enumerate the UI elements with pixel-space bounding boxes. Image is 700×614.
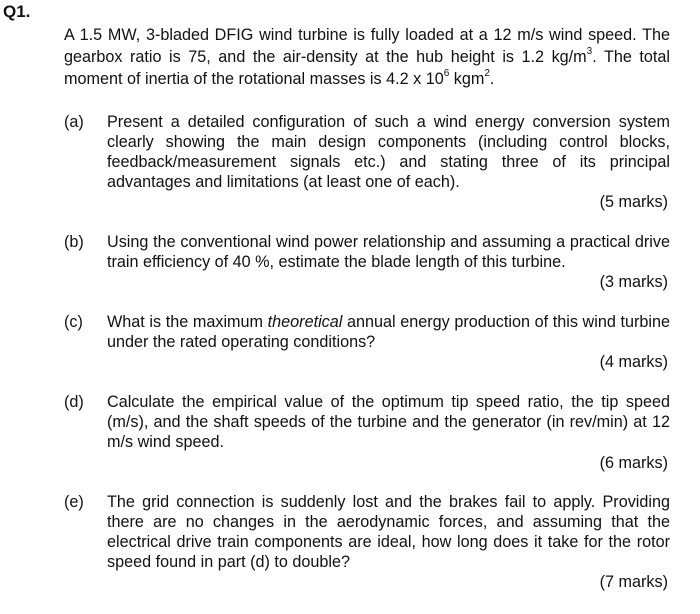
question-number: Q1. [3,2,31,21]
part-a [64,112,670,192]
part-text: Using the conventional wind power relationship and assuming a practical drive train efficiency of 40 %, estimate the blade length of this turbine. [107,233,670,271]
part-b [64,232,670,272]
part-text: Calculate the empirical value of the optimum tip speed ratio, the tip speed (m/s), and the shaft speeds of the turbine and the generator (in rev/min) at 12 m/s wind speed. [107,393,670,451]
exponent: 2 [484,67,490,79]
part-c [64,312,670,352]
italic-word: theoretical [267,313,343,331]
part-c-marks: (4 marks) [599,353,668,371]
part-e-marks: (7 marks) [599,573,668,591]
part-a-marks: (5 marks) [599,193,668,211]
part-text: What is the maximum theoretical annual energy production of this wind turbine under the rated operating conditions? [107,313,670,351]
part-label: (d) [64,393,84,411]
part-d [64,392,670,452]
exponent: 3 [586,45,593,57]
part-text: Present a detailed configuration of such a wind energy conversion system clearly showing the main design components (including control blocks, feedback/measurement signals etc.) and stating three of its principal advantages and limitations (at least one of each). [107,113,670,191]
part-d-marks: (6 marks) [599,454,668,472]
part-b-marks: (3 marks) [599,273,668,291]
exponent: 6 [443,67,450,79]
part-label: (b) [64,233,84,251]
part-label: (a) [64,113,84,131]
part-e [64,492,670,572]
question-intro: A 1.5 MW, 3-bladed DFIG wind turbine is fully loaded at a 12 m/s wind speed. The gearbox ratio is 75, and the air-density at the hub height is 1.2 $kg/m^3$. The total moment of inertia of the rotational masses is 4.2 x $10^6$ kgm$^2$. [64,26,670,88]
part-label: (c) [64,313,83,331]
part-text: The grid connection is suddenly lost and the brakes fail to apply. Providing there are no changes in the aerodynamic forces, and assuming that the electrical drive train components are ideal, how long does it take for the rotor speed found in part (d) to double? [107,493,670,571]
part-label: (e) [64,493,84,511]
